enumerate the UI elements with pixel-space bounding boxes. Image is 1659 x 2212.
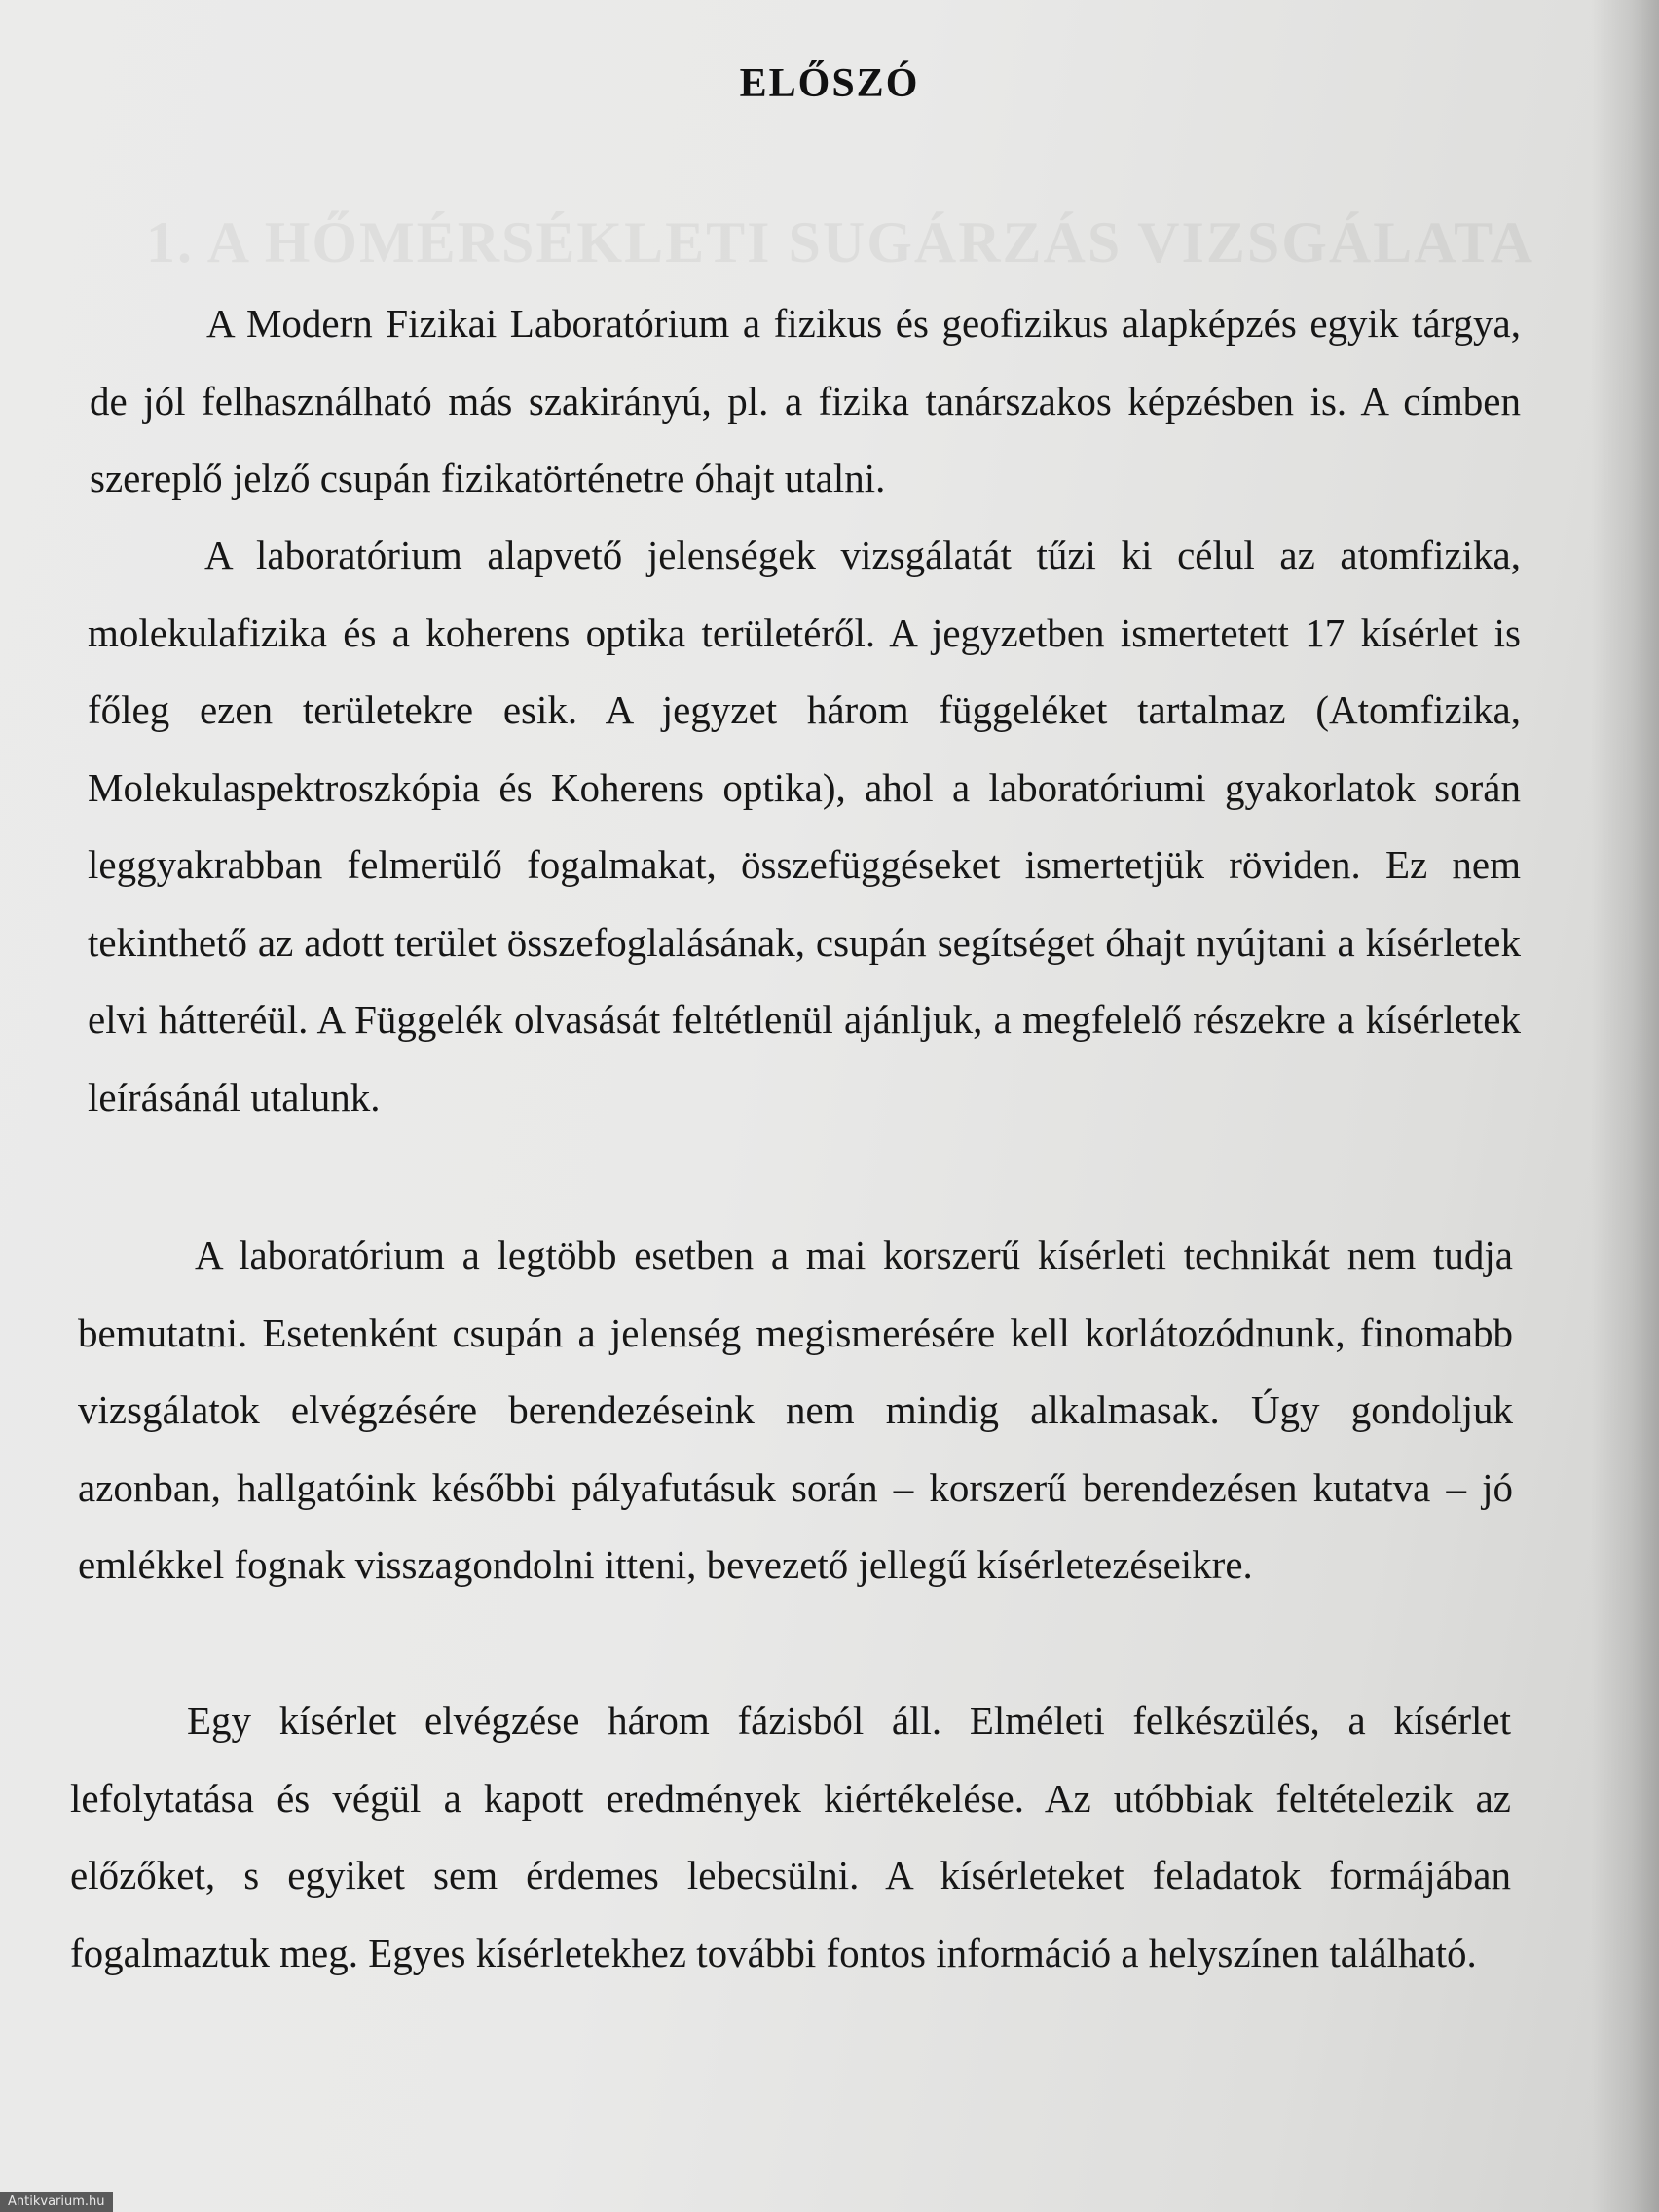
paragraph-3 xyxy=(78,1217,1513,1604)
page-title: ELŐSZÓ xyxy=(739,61,920,106)
watermark: Antikvarium.hu xyxy=(0,2192,113,2212)
paragraph-2 xyxy=(88,517,1521,1136)
paragraph-3-text: A laboratórium a legtöbb esetben a mai korszerű kísérleti technikát nem tudja bemutatni. Esetenként csupán a jelenség megismerésére kell korlátozódnunk, finomabb vizsgálatok elvégzésére berendezéseink nem mindig alkalmasak. Úgy gondoljuk azonban, hallgatóink későbbi pályafutásuk során – korszerű berendezésen kutatva – jó emlékkel fognak visszagondolni itteni, bevezető jellegű kísérletezéseikre. xyxy=(78,1233,1513,1587)
paragraph-1 xyxy=(90,285,1521,518)
paragraph-2-text: A laboratórium alapvető jelenségek vizsgálatát tűzi ki célul az atomfizika, molekulafizika és a koherens optika területéről. A jegyzetben ismertetett 17 kísérlet is főleg ezen területekre esik. A jegyzet három függeléket tartalmaz (Atomfizika, Molekulaspektroszkópia és Koherens optika), ahol a laboratóriumi gyakorlatok során leggyakrabban felmerülő fogalmakat, összefüggéseket ismertetjük röviden. Ez nem tekinthető az adott terület összefoglalásának, csupán segítséget óhajt nyújtani a kísérletek elvi hátteréül. A Függelék olvasását feltétlenül ajánljuk, a megfelelő részekre a kísérletek leírásánál utalunk. xyxy=(88,533,1521,1120)
paragraph-4-text: Egy kísérlet elvégzése három fázisból áll. Elméleti felkészülés, a kísérlet lefolytatása és végül a kapott eredmények kiértékelése. Az utóbbiak feltételezik az előzőket, s egyiket sem érdemes lebecsülni. A kísérleteket feladatok formájában fogalmaztuk meg. Egyes kísérletekhez további fontos információ a helyszínen található. xyxy=(70,1698,1511,1975)
paragraph-1-text: A Modern Fizikai Laboratórium a fizikus és geofizikus alapképzés egyik tárgya, de jól felhasználható más szakirányú, pl. a fizika tanárszakos képzésben is. A címben szereplő jelző csupán fizikatörténetre óhajt utalni. xyxy=(90,301,1521,500)
gutter-shadow xyxy=(1591,0,1659,2212)
bleed-through-heading: 1. A HŐMÉRSÉKLETI SUGÁRZÁS VIZSGÁLATA xyxy=(146,210,1535,275)
paragraph-4 xyxy=(70,1682,1511,1992)
